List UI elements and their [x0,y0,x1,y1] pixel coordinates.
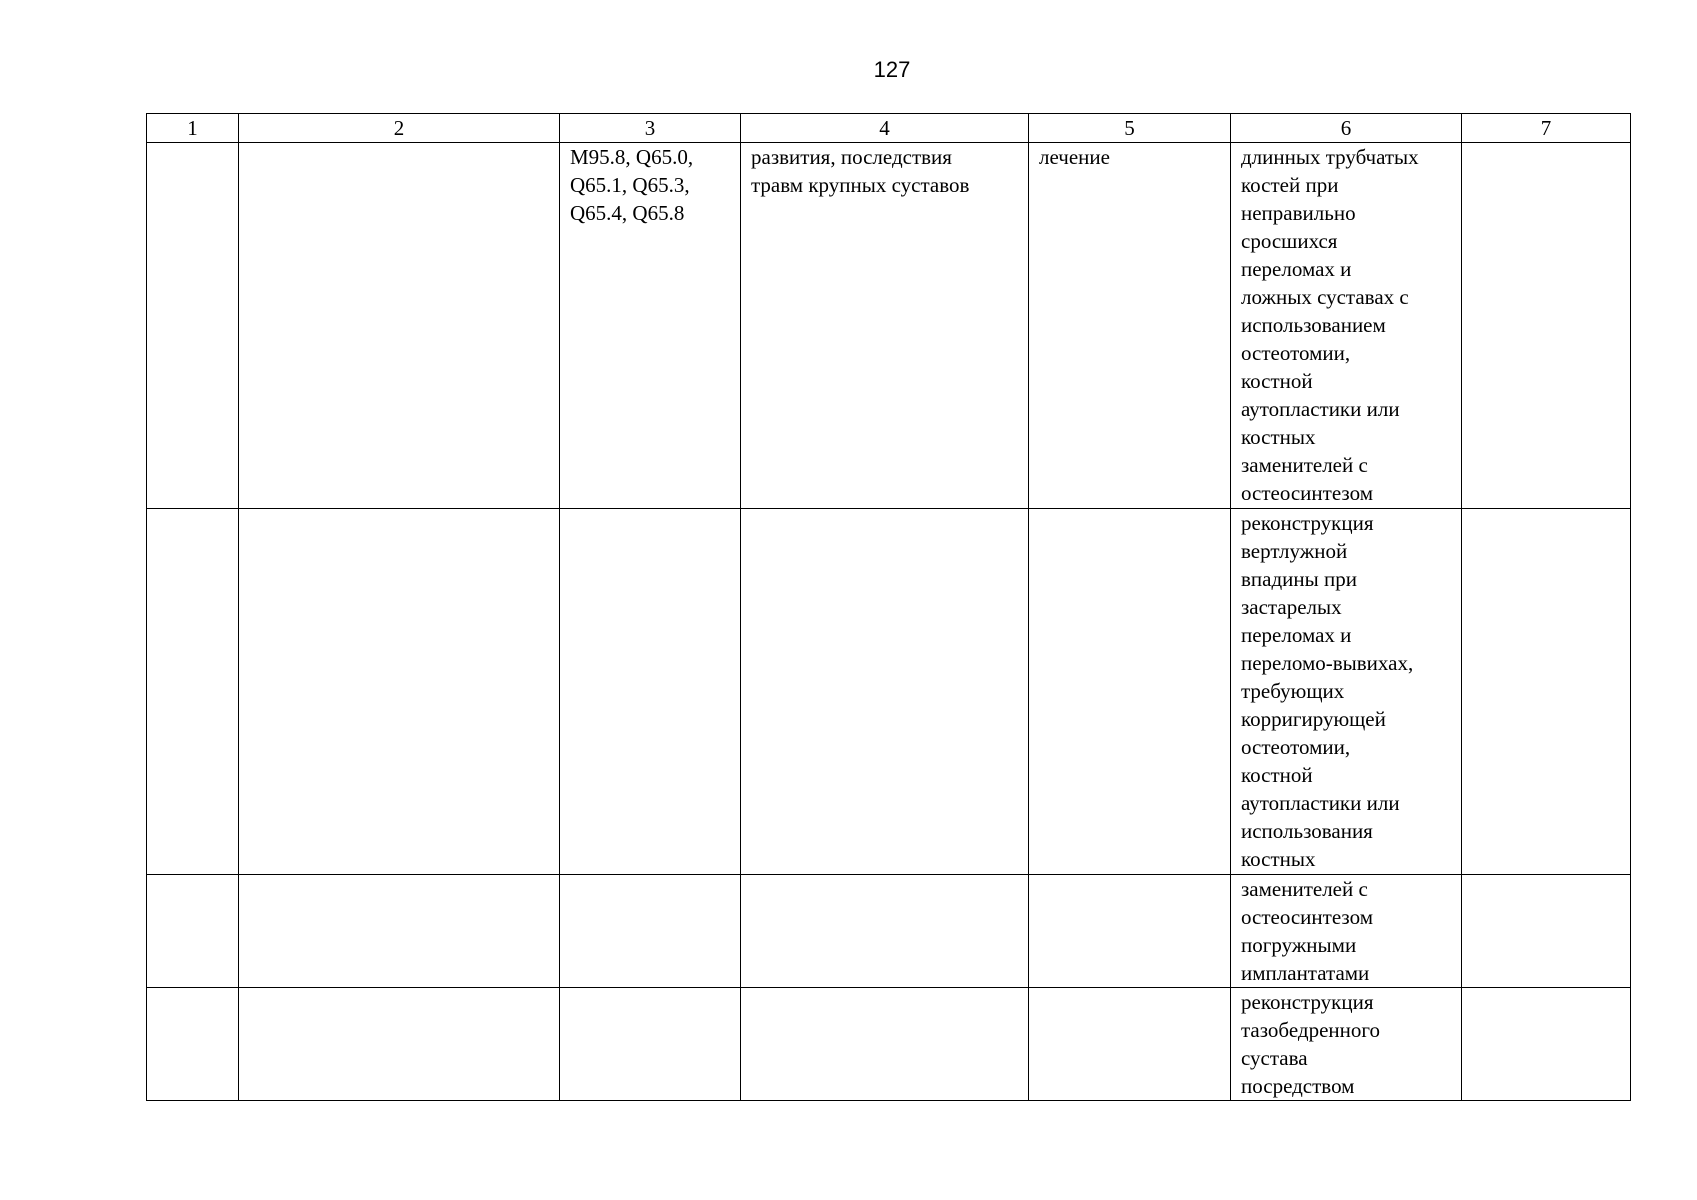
table-cell [147,143,239,509]
page-number: 127 [873,57,911,82]
table-cell [1462,988,1631,1101]
column-header: 7 [1462,114,1631,143]
table-cell [239,143,560,509]
table-row [147,509,1631,875]
table-cell [1462,509,1631,875]
table-cell [741,988,1029,1101]
table-cell [147,875,239,988]
table-cell [741,875,1029,988]
column-header: 3 [560,114,741,143]
table-cell [239,875,560,988]
table-cell: M95.8, Q65.0, Q65.1, Q65.3, Q65.4, Q65.8 [560,143,741,509]
table-cell [560,875,741,988]
table-row [147,988,1631,1101]
table-cell [147,988,239,1101]
table-cell [560,988,741,1101]
table-cell [1462,143,1631,509]
table-cell: заменителей с остеосинтезом погружными имплантатами [1231,875,1462,988]
column-header: 5 [1029,114,1231,143]
table-row [147,875,1631,988]
table-cell: развития, последствия травм крупных суставов [741,143,1029,509]
table-cell: лечение [1029,143,1231,509]
table-cell [239,509,560,875]
table-cell: длинных трубчатых костей при неправильно сросшихся переломах и ложных суставах с использованием остеотомии, костной аутопластики или костных заменителей с остеосинтезом [1231,143,1462,509]
table-cell [147,509,239,875]
table-header-row [147,114,1631,143]
table-row [147,143,1631,509]
column-header: 4 [741,114,1029,143]
document-table [146,113,1631,1101]
table-cell [1462,875,1631,988]
table-cell [239,988,560,1101]
table-cell: реконструкция вертлужной впадины при застарелых переломах и переломо-вывихах, требующих корригирующей остеотомии, костной аутопластики или использования костных [1231,509,1462,875]
table-cell [1029,509,1231,875]
table-cell: реконструкция тазобедренного сустава посредством [1231,988,1462,1101]
column-header: 1 [147,114,239,143]
table-cell [1029,875,1231,988]
table-cell [560,509,741,875]
column-header: 6 [1231,114,1462,143]
table-cell [1029,988,1231,1101]
column-header: 2 [239,114,560,143]
table-cell [741,509,1029,875]
